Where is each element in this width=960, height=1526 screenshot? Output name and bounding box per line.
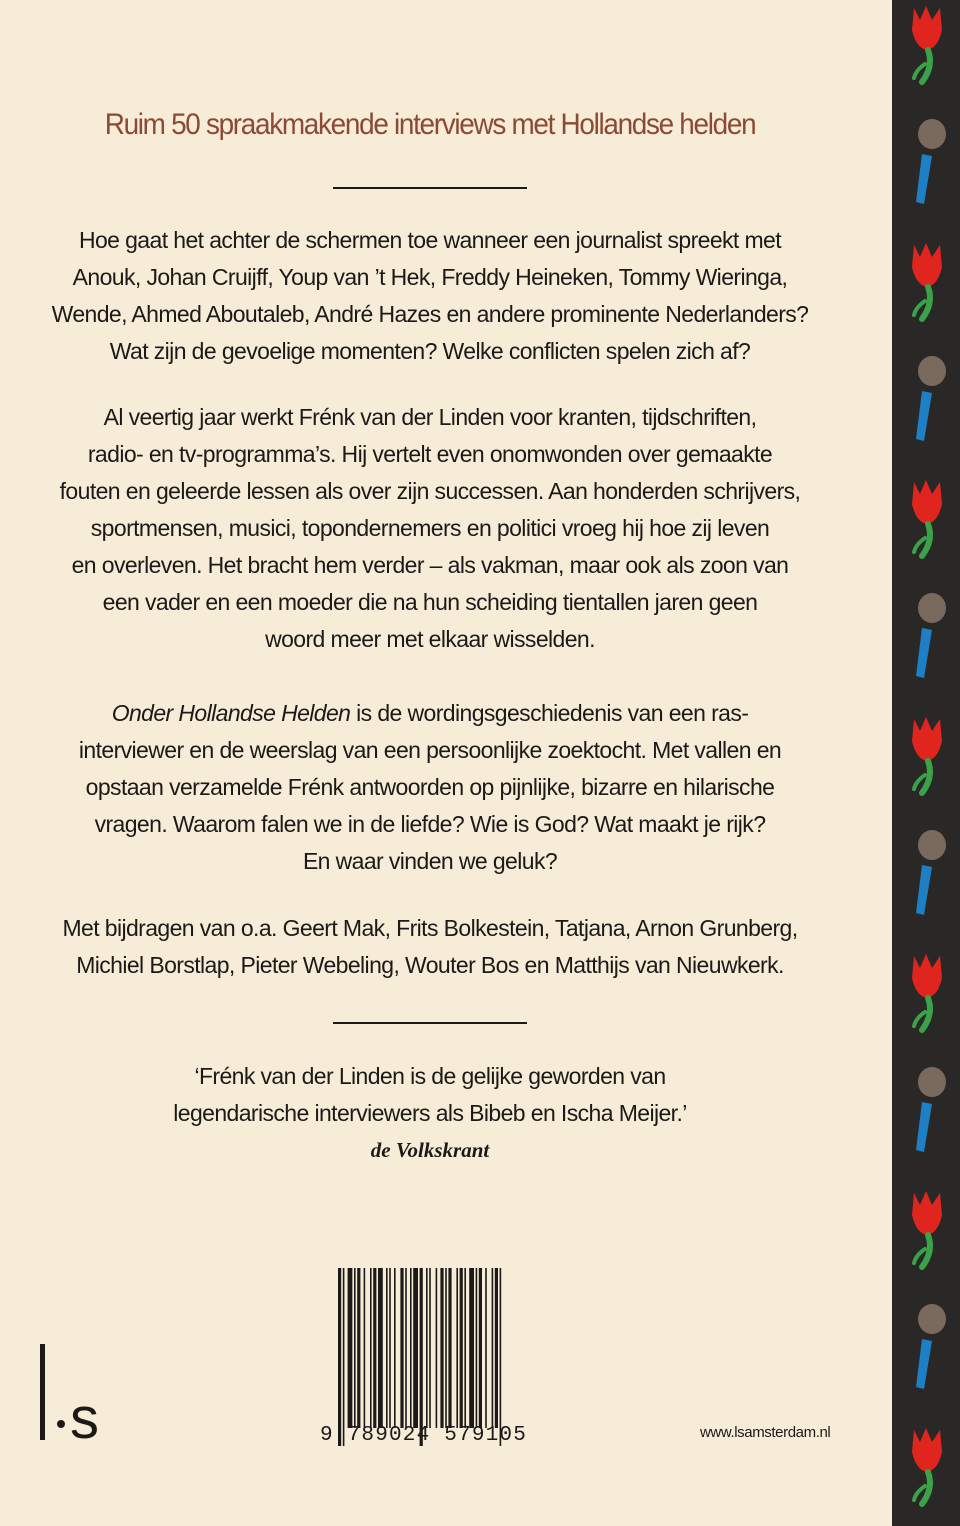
paragraph-intro	[40, 222, 820, 370]
text-line: Michiel Borstlap, Pieter Webeling, Wouter Bos en Matthijs van Nieuwkerk.	[76, 952, 784, 978]
barcode-bar	[476, 1268, 478, 1428]
barcode-bar	[492, 1268, 494, 1428]
paragraph-author	[40, 399, 820, 658]
text-line: en overleven. Het bracht hem verder – als vakman, maar ook als zoon van	[71, 552, 789, 578]
microphone-icon	[916, 593, 946, 678]
microphone-icon	[916, 830, 946, 915]
headline: Ruim 50 spraakmakende interviews met Hollandse helden	[104, 108, 756, 141]
barcode-bar	[357, 1268, 360, 1428]
text-line: opstaan verzamelde Frénk antwoorden op pijnlijke, bizarre en hilarische	[85, 774, 775, 800]
tulip-icon	[912, 480, 942, 556]
barcode-bar	[354, 1268, 356, 1428]
text-line: interviewer en de weerslag van een persoonlijke zoektocht. Met vallen en	[78, 737, 782, 763]
divider-bottom	[333, 1022, 527, 1024]
text-line	[40, 695, 820, 732]
barcode-bar	[448, 1268, 451, 1428]
tulip-icon	[912, 6, 942, 82]
barcode-bar	[413, 1268, 418, 1428]
press-quote	[40, 1058, 820, 1169]
barcode-bar	[378, 1268, 383, 1428]
logo-dot	[57, 1420, 65, 1428]
text-line: Anouk, Johan Cruijff, Youp van ’t Hek, Freddy Heineken, Tommy Wieringa,	[72, 264, 788, 290]
book-title: Onder Hollandse Helden	[111, 700, 351, 726]
barcode-bar	[348, 1268, 353, 1428]
barcode-bar	[456, 1268, 458, 1428]
barcode-bar	[495, 1268, 498, 1428]
tulip-icon	[912, 1428, 942, 1504]
barcode-bar	[479, 1268, 482, 1428]
paragraph-contributors	[40, 910, 820, 984]
quote-line: legendarische interviewers als Bibeb en Ischa Meijer.’	[173, 1100, 687, 1126]
logo-letter: s	[70, 1386, 99, 1451]
barcode-bar	[460, 1268, 463, 1428]
text-line: een vader en een moeder die na hun scheiding tientallen jaren geen	[102, 589, 758, 615]
barcode-bar	[436, 1268, 438, 1428]
text-fragment: is de wordingsgeschiedenis van een ras-	[350, 700, 749, 726]
tulip-icon	[912, 954, 942, 1030]
publisher-url: www.lsamsterdam.nl	[700, 1424, 831, 1441]
barcode-bar	[420, 1268, 423, 1446]
text-line: woord meer met elkaar wisselden.	[265, 626, 595, 652]
barcode-bar	[440, 1268, 443, 1428]
tulip-icon	[912, 1191, 942, 1267]
text-line: Al veertig jaar werkt Frénk van der Linden voor kranten, tijdschriften,	[103, 404, 757, 430]
isbn-barcode	[320, 1268, 540, 1448]
barcode-bar	[343, 1268, 345, 1446]
microphone-icon	[916, 119, 946, 204]
barcode-bar	[373, 1268, 376, 1428]
barcode-bar	[445, 1268, 447, 1428]
quote-line: ‘Frénk van der Linden is de gelijke geworden van	[194, 1063, 666, 1089]
decorative-strip	[892, 0, 960, 1526]
barcode-bar	[429, 1268, 431, 1428]
text-line: sportmensen, musici, topondernemers en politici vroeg hij hoe zij leven	[90, 515, 770, 541]
microphone-icon	[916, 1304, 946, 1389]
divider-top	[333, 187, 527, 189]
text-line: radio- en tv-programma’s. Hij vertelt even onomwonden over gemaakte	[87, 441, 773, 467]
barcode-bar	[426, 1268, 428, 1428]
publisher-logo	[38, 1344, 118, 1451]
barcode-bar	[500, 1268, 502, 1446]
microphone-icon	[916, 1067, 946, 1152]
text-line: vragen. Waarom falen we in de liefde? Wie is God? Wat maakt je rijk?	[94, 811, 766, 837]
barcode-bar	[364, 1268, 366, 1428]
barcode-bar	[400, 1268, 403, 1428]
strip-pattern	[892, 0, 960, 1526]
barcode-bar	[386, 1268, 388, 1428]
text-line: Hoe gaat het achter de schermen toe wanneer een journalist spreekt met	[78, 227, 782, 253]
text-line: fouten en geleerde lessen als over zijn successen. Aan honderden schrijvers,	[59, 478, 801, 504]
logo-bar	[40, 1344, 45, 1440]
barcode-bar	[469, 1268, 474, 1428]
microphone-icon	[916, 356, 946, 441]
text-line: Wende, Ahmed Aboutaleb, André Hazes en andere prominente Nederlanders?	[51, 301, 809, 327]
text-line: En waar vinden we geluk?	[302, 848, 558, 874]
barcode-bar	[338, 1268, 341, 1446]
barcode-bar	[410, 1268, 412, 1428]
barcode-bar	[389, 1268, 391, 1428]
text-line: Wat zijn de gevoelige momenten? Welke conflicten spelen zich af?	[109, 338, 751, 364]
barcode-bar	[394, 1268, 396, 1428]
barcode-bar	[405, 1268, 407, 1428]
barcode-bar	[464, 1268, 466, 1428]
tulip-icon	[912, 243, 942, 319]
quote-source: de Volkskrant	[370, 1138, 490, 1162]
paragraph-book	[40, 695, 820, 880]
isbn-digits: 9 789024 579105	[320, 1424, 528, 1447]
barcode-bar	[485, 1268, 487, 1428]
tulip-icon	[912, 717, 942, 793]
text-line: Met bijdragen van o.a. Geert Mak, Frits Bolkestein, Tatjana, Arnon Grunberg,	[62, 915, 798, 941]
barcode-bar	[370, 1268, 372, 1428]
